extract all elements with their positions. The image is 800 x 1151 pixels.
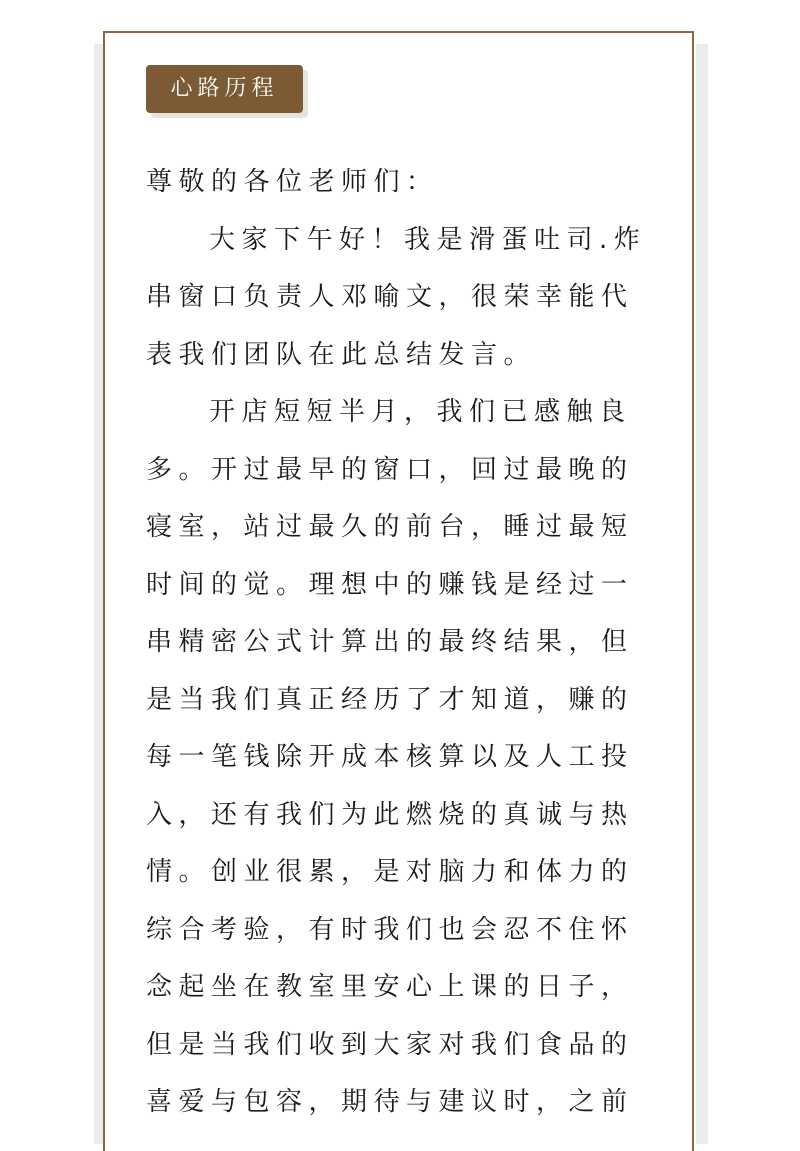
salutation: 尊敬的各位老师们： — [146, 167, 439, 197]
paragraph-2: 开店短短半月，我们已感触良多。开过最早的窗口，回过最晚的寝室，站过最久的前台，睡过最短时间的觉。理想中的赚钱是经过一串精密公式计算出的最终结果，但是当我们真正经历了才知道，赚的每一笔钱除开成本核算以及人工投入，还有我们为此燃烧的真诚与热情。创业很累，是对脑力和体力的综合考验，有时我们也会忍不住怀念起坐在教室里安心上课的日子，但是当我们收到大家对我们食品的喜爱与包容，期待与建议时，之前 — [146, 397, 634, 1117]
page-shadow-right — [696, 44, 708, 1144]
letter-body — [146, 154, 658, 1132]
section-tag — [146, 65, 303, 113]
section-tag-label: 心路历程 — [146, 65, 303, 113]
paragraph-1: 大家下午好！我是滑蛋吐司.炸串窗口负责人邓喻文，很荣幸能代表我们团队在此总结发言。 — [146, 224, 647, 370]
